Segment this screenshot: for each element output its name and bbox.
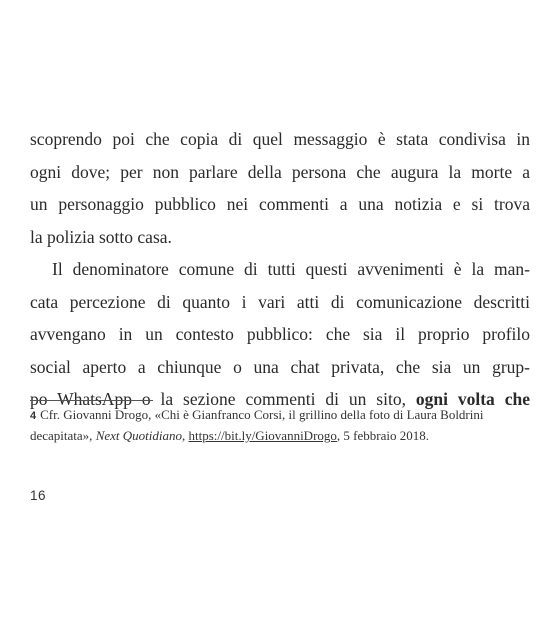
- footnote-source: Next Quotidiano: [95, 428, 182, 443]
- text-line: Il denominatore comune di tutti questi avvenimenti è la man-: [52, 259, 530, 279]
- footnote-number: 4: [30, 410, 37, 422]
- text-line: ogni dove; per non parlare della persona che augura la morte a: [30, 161, 530, 182]
- text-line: cata percezione di quanto i vari atti di comunicazione descritti: [30, 291, 530, 312]
- text-line: un personaggio pubblico nei commenti a una notizia e si trova: [30, 194, 530, 214]
- body-text: [30, 123, 530, 416]
- text-segment: po WhatsApp o la sezione commenti di un sito,: [30, 389, 416, 409]
- text-line: la polizia sotto casa.: [30, 226, 172, 247]
- footnote-citation-end: decapitata»,: [30, 428, 96, 443]
- text-line: scoprendo poi che copia di quel messaggio è stata condivisa in: [30, 129, 530, 149]
- text-line: avvengano in un contesto pubblico: che sia il proprio profilo: [30, 324, 530, 344]
- footnote-separator: ,: [181, 428, 189, 443]
- footnote: [30, 405, 530, 446]
- footnote-line: [30, 426, 530, 446]
- page-number: 16: [30, 488, 47, 503]
- bold-phrase: ogni volta che: [415, 389, 530, 409]
- footnote-citation: Cfr. Giovanni Drogo, «Chi è Gianfranco Corsi, il grillino della foto di Laura Boldrini: [40, 407, 484, 422]
- footnote-link[interactable]: https://bit.ly/GiovanniDrogo: [188, 428, 337, 443]
- footnote-line: [30, 405, 530, 426]
- text-line: social aperto a chiunque o una chat privata, che sia un grup-: [30, 356, 530, 377]
- footnote-divider: [30, 400, 153, 401]
- footnote-date: , 5 febbraio 2018.: [336, 428, 429, 443]
